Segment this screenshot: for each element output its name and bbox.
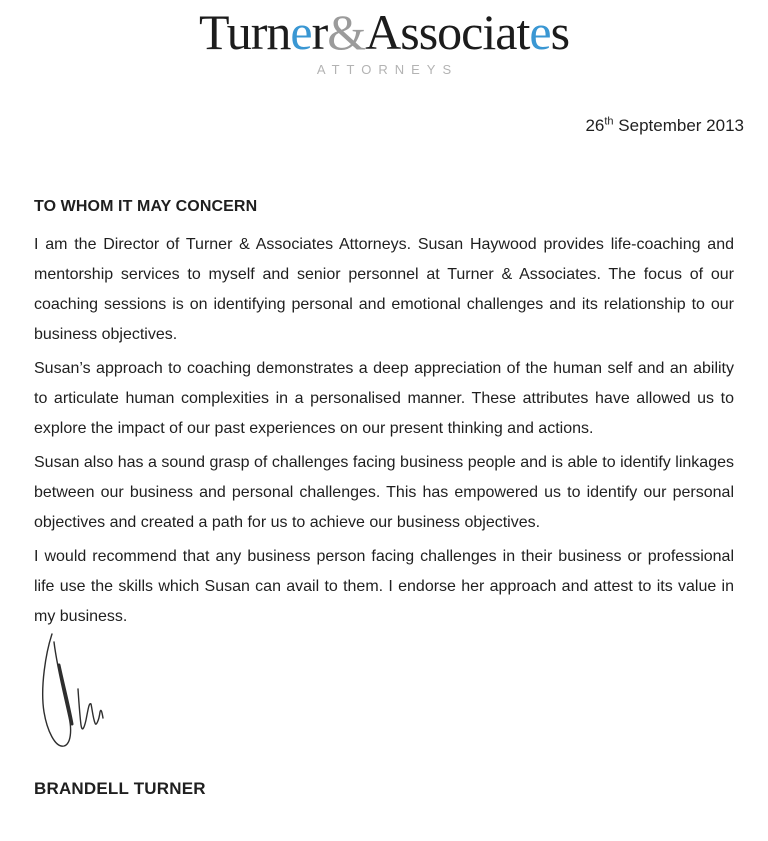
paragraph-3: Susan also has a sound grasp of challenges facing business people and is able to identify linkages between our business and personal challenges. This has empowered us to identify our personal objectives and created a path for us to achieve our business objectives. xyxy=(34,454,734,531)
paragraph-1: I am the Director of Turner & Associates Attorneys. Susan Haywood provides life-coaching and mentorship services to myself and senior personnel at Turner & Associates. The focus of our coaching sessions is on identifying personal and emotional challenges and its relationship to our business objectives. xyxy=(34,236,734,343)
date-ordinal: th xyxy=(604,115,614,128)
logo-segment: Associat xyxy=(365,4,530,60)
date-day: 26 xyxy=(585,116,605,135)
letterhead xyxy=(34,4,734,77)
paragraph-4: I would recommend that any business person facing challenges in their business or professional life use the skills which Susan can avail to them. I endorse her approach and attest to its value in my business. xyxy=(34,548,734,625)
signature-block xyxy=(34,632,734,757)
paragraph-2: Susan’s approach to coaching demonstrates a deep appreciation of the human self and an ability to articulate human complexities in a personalised manner. These attributes have allowed us to explore the impact of our past experiences on our present thinking and actions. xyxy=(34,360,734,437)
letter-date xyxy=(34,115,744,137)
handwritten-signature-icon xyxy=(38,632,113,757)
logo-segment-accent: e xyxy=(529,4,551,60)
date-month-year: September 2013 xyxy=(618,116,744,135)
logo-tagline: ATTORNEYS xyxy=(316,62,459,77)
salutation: TO WHOM IT MAY CONCERN xyxy=(34,198,258,215)
logo-segment: Turn xyxy=(198,4,291,60)
signer-name: BRANDELL TURNER xyxy=(34,779,206,798)
logo-ampersand: & xyxy=(327,4,366,60)
logo-segment-accent: e xyxy=(290,4,312,60)
logo-segment: r xyxy=(311,4,328,60)
logo-segment: s xyxy=(550,4,570,60)
company-logo xyxy=(34,4,734,60)
